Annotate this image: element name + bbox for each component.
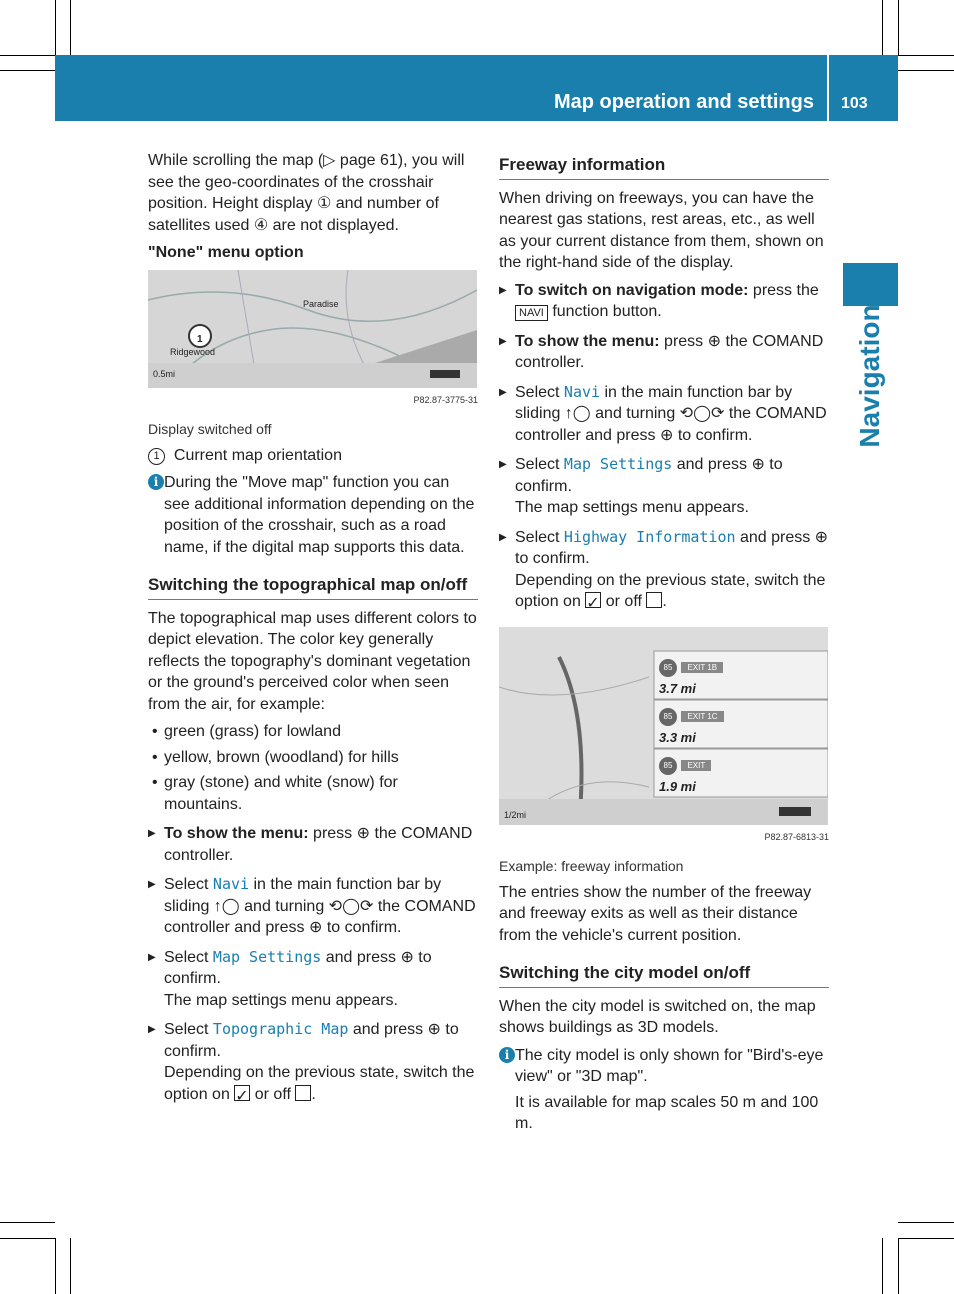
crop-mark xyxy=(0,1222,55,1223)
crop-mark xyxy=(898,1238,954,1239)
step-text: The map settings menu appears. xyxy=(515,499,749,516)
step-text: in the main function bar by sliding ↑◯ and turning ⟲◯⟳ the COMAND controller and press ⊕ to confirm. xyxy=(164,876,476,936)
crop-mark xyxy=(898,55,954,56)
crop-mark xyxy=(70,1238,71,1294)
info-text: The city model is only shown for "Bird's-eye view" or "3D map". xyxy=(515,1046,824,1085)
step xyxy=(499,454,829,519)
page-number: 103 xyxy=(841,95,868,112)
list-item: • gray (stone) and white (snow) for mountains. xyxy=(148,772,478,815)
step-text: Select xyxy=(515,383,564,401)
menu-item-code: Map Settings xyxy=(563,455,673,473)
map-scale: 0.5mi xyxy=(153,368,176,379)
step-text: and press ⊕ to confirm. xyxy=(515,456,783,495)
freeway-text: When driving on freeways, you can have the nearest gas stations, rest areas, etc., as well as your current distance from them, shown on the right-hand side of the display. xyxy=(499,189,824,271)
crop-mark xyxy=(898,1238,899,1294)
topo-text: The topographical map uses different colors to depict elevation. The color key generally reflects the topography's dominant vegetation or the ground's perceived color when seen from the air, for example: xyxy=(148,609,477,713)
step-text: or off xyxy=(605,593,642,610)
freeway-info-image xyxy=(499,627,828,825)
crop-mark xyxy=(55,0,56,55)
step-text: Select xyxy=(164,1021,213,1038)
info-icon: i xyxy=(499,1047,515,1063)
step-text: press the xyxy=(748,281,819,299)
menu-item-code: Highway Information xyxy=(563,527,736,546)
exit-distance: 3.7 mi xyxy=(659,681,696,696)
step-label: To show the menu: xyxy=(515,332,660,350)
exit-distance: 1.9 mi xyxy=(659,779,696,794)
info-note xyxy=(499,1045,829,1135)
freeway-shield: 85 xyxy=(659,708,677,726)
map-label-ridgewood: Ridgewood xyxy=(170,346,216,357)
step-text: Select xyxy=(164,948,213,966)
map-image-display-off xyxy=(148,270,477,388)
image-caption: Display switched off xyxy=(148,421,272,437)
step xyxy=(148,874,478,939)
step-text: Select xyxy=(515,528,564,546)
freeway-shield: 85 xyxy=(659,659,677,677)
legend-number: 1 xyxy=(148,448,165,465)
left-column xyxy=(148,150,478,1113)
step-text: . xyxy=(311,1085,316,1103)
menu-item-code: Map Settings xyxy=(212,947,322,966)
city-text: When the city model is switched on, the map shows buildings as 3D models. xyxy=(499,997,816,1036)
navi-button-icon: NAVI xyxy=(515,305,548,321)
crop-mark xyxy=(898,1222,954,1223)
unchecked-box-icon xyxy=(646,592,662,608)
crop-mark xyxy=(0,70,55,71)
side-tab xyxy=(843,263,898,306)
step-text: function button. xyxy=(552,303,662,320)
topo-heading: Switching the topographical map on/off xyxy=(148,574,478,600)
legend-item xyxy=(148,445,478,467)
step-label: To show the menu: xyxy=(164,825,309,842)
step xyxy=(499,527,829,613)
exit-row xyxy=(659,704,724,749)
step-text: and press ⊕ to confirm. xyxy=(515,528,829,567)
step xyxy=(148,823,478,866)
step xyxy=(499,382,829,447)
right-column xyxy=(499,150,829,1141)
none-heading: "None" menu option xyxy=(148,244,304,261)
step-text: Depending on the previous state, switch the option on xyxy=(515,571,826,610)
page-header xyxy=(55,55,898,121)
image-id: P82.87-3775-31 xyxy=(413,394,478,405)
page-title: Map operation and settings xyxy=(553,91,814,113)
freeway-entries-text: The entries show the number of the freeway and freeway exits as well as their distance from the vehicle's current position. xyxy=(499,883,812,944)
exit-label: EXIT 1B xyxy=(681,662,723,673)
step xyxy=(148,1019,478,1105)
image-caption: Example: freeway information xyxy=(499,858,684,874)
step-text: The map settings menu appears. xyxy=(164,991,398,1009)
step xyxy=(148,947,478,1012)
city-heading: Switching the city model on/off xyxy=(499,962,829,988)
exit-label: EXIT 1C xyxy=(681,711,723,722)
crop-mark xyxy=(882,0,883,55)
side-tab-label: Navigation xyxy=(854,304,885,448)
exit-label: EXIT xyxy=(681,760,711,771)
step-text: in the main function bar by sliding ↑◯ and turning ⟲◯⟳ the COMAND controller and press ⊕ to confirm. xyxy=(515,383,827,444)
map-marker-number: 1 xyxy=(197,333,203,345)
exit-row xyxy=(659,655,723,700)
exit-row xyxy=(659,753,711,798)
step-text: or off xyxy=(254,1085,291,1103)
checked-box-icon: ✓ xyxy=(585,592,601,608)
crop-mark xyxy=(898,70,954,71)
crop-mark xyxy=(0,1238,55,1239)
info-note xyxy=(148,472,478,558)
step-text: and press ⊕ to confirm. xyxy=(164,948,432,987)
crop-mark xyxy=(882,1238,883,1294)
list-item: • green (grass) for lowland xyxy=(148,721,478,743)
header-divider xyxy=(827,55,829,121)
unchecked-box-icon xyxy=(295,1085,311,1101)
checked-box-icon: ✓ xyxy=(234,1085,250,1101)
step-text: and press ⊕ to confirm. xyxy=(164,1021,459,1060)
step-text: press ⊕ the COMAND controller. xyxy=(515,332,824,371)
freeway-heading: Freeway information xyxy=(499,154,829,180)
legend-text: Current map orientation xyxy=(173,446,342,464)
crop-mark xyxy=(55,1238,56,1294)
step-text: press ⊕ the COMAND controller. xyxy=(164,825,473,864)
menu-item-code: Navi xyxy=(212,875,250,893)
crop-mark xyxy=(70,0,71,55)
crop-mark xyxy=(0,55,55,56)
image-id: P82.87-6813-31 xyxy=(764,831,829,842)
list-item: • yellow, brown (woodland) for hills xyxy=(148,747,478,769)
freeway-shield: 85 xyxy=(659,757,677,775)
step xyxy=(499,280,829,323)
step xyxy=(499,331,829,374)
map-scale: 1/2mi xyxy=(504,809,527,820)
info-icon: i xyxy=(148,474,164,490)
map-label-paradise: Paradise xyxy=(303,298,339,309)
menu-item-code: Navi xyxy=(563,382,601,401)
step-text: . xyxy=(662,593,667,610)
step-text: Select xyxy=(515,456,564,473)
step-label: To switch on navigation mode: xyxy=(515,281,749,299)
exit-distance: 3.3 mi xyxy=(659,730,696,745)
intro-text: While scrolling the map (▷ page 61), you will see the geo-coordinates of the crosshair position. Height display ① and number of satellites used ④ are not displayed. xyxy=(148,152,465,234)
step-text: Select xyxy=(164,876,213,893)
step-text: Depending on the previous state, switch the option on xyxy=(164,1064,475,1103)
info-text: It is available for map scales 50 m and 100 m. xyxy=(515,1093,819,1132)
menu-item-code: Topographic Map xyxy=(212,1020,349,1038)
info-text: During the "Move map" function you can see additional information depending on the position of the crosshair, such as a road name, if the digital map supports this data. xyxy=(164,474,475,556)
crop-mark xyxy=(898,0,899,55)
